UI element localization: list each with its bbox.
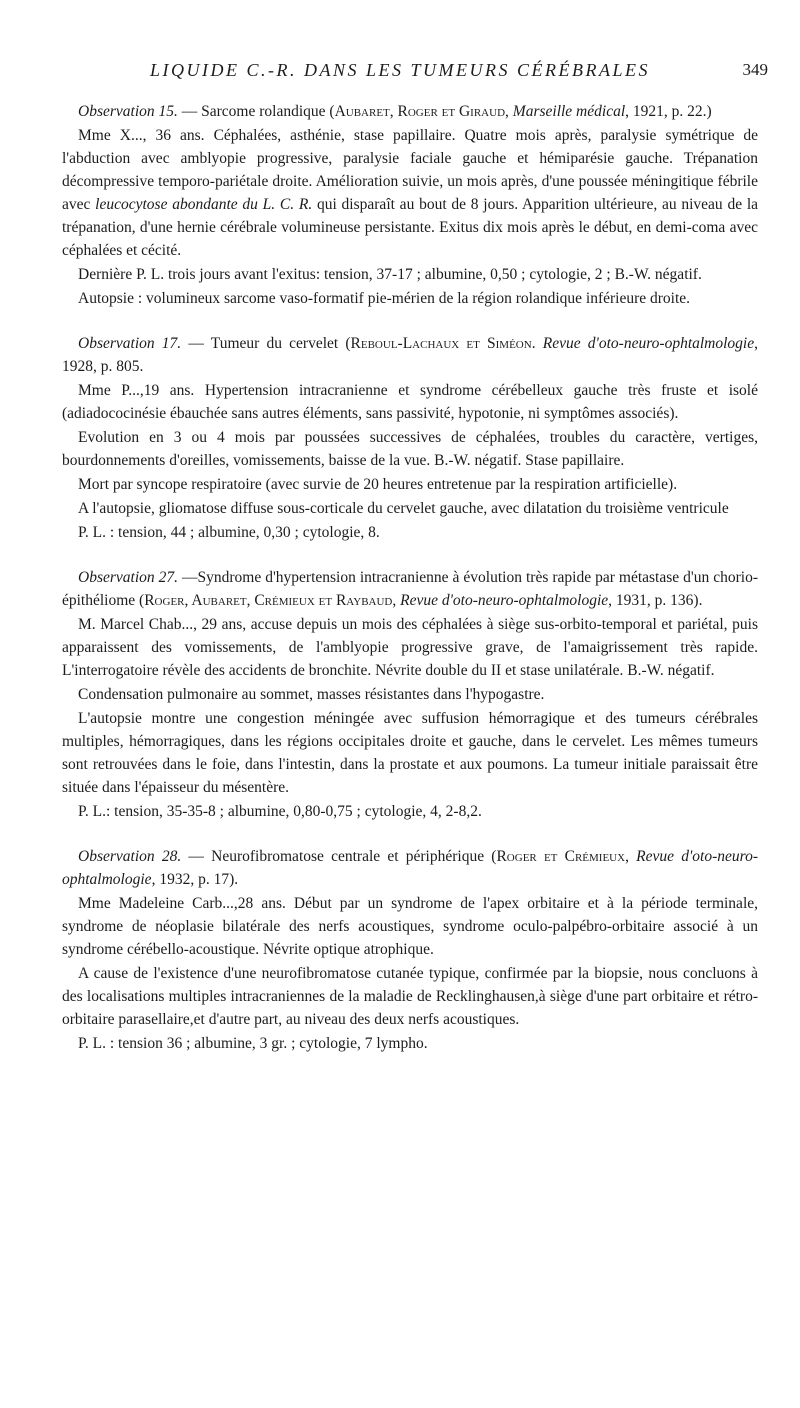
observation-28: [62, 845, 758, 1055]
page-body: [62, 100, 758, 1055]
observation-label: Observation 27.: [78, 569, 179, 586]
observation-17: [62, 332, 758, 544]
observation-label: Observation 28.: [78, 848, 182, 865]
paragraph: [62, 124, 758, 262]
citation-text: , 1928, p. 805.: [62, 335, 758, 375]
citation-authors: Aubaret, Roger et Giraud: [334, 103, 506, 120]
observation-heading: [62, 100, 758, 123]
citation-journal: Revue d'oto-neuro-ophtalmologie: [542, 335, 755, 352]
paragraph-text: Mme X..., 36 ans. Céphalées, asthénie, stase papillaire. Quatre mois après, paralysie symétrique de l'abduction avec amblyopie progressive, paralysie faciale gauche et hémiparésie gauche. Trépanation décompressive temporo-pariétale droite. Amélioration suivie, un mois après, d'une poussée méningitique fébrile avec: [62, 127, 758, 213]
citation-text: ,: [505, 103, 513, 120]
observation-label: Observation 17.: [78, 335, 182, 352]
citation-text: .: [531, 335, 543, 352]
citation-journal: Marseille médical: [512, 103, 626, 120]
observation-heading: [62, 332, 758, 378]
citation-authors: Reboul-Lachaux et Siméon: [350, 335, 532, 352]
citation-text: —Syndrome d'hypertension intracranienne à évolution très rapide par métastase d'un chorio-épithéliome (: [62, 569, 758, 609]
paragraph: Mme Madeleine Carb...,28 ans. Début par un syndrome de l'apex orbitaire et à la période terminale, syndrome de néoplasie bilatérale des nerfs acoustiques, syndrome oculo-palpébro-orbitaire associé à un syndrome cérébello-acoustique. Névrite optique atrophique.: [62, 895, 758, 958]
citation-text: — Sarcome rolandique (: [177, 103, 335, 120]
paragraph: P. L. : tension, 44 ; albumine, 0,30 ; cytologie, 8.: [78, 524, 380, 541]
observation-27: [62, 566, 758, 823]
running-title: LIQUIDE C.-R. DANS LES TUMEURS CÉRÉBRALES: [150, 60, 650, 80]
observation-label: Observation 15.: [78, 103, 178, 120]
paragraph: L'autopsie montre une congestion méningée avec suffusion hémorragique et des tumeurs cérébrales multiples, hémorragiques, dans les régions occipitales droite et gauche, dans le cervelet. Les mêmes tumeurs sont retrouvées dans le foie, dans l'intestin, dans la prostate et aux poumons. La tumeur initiale paraissait être située dans l'épaisseur du mésentère.: [62, 710, 758, 796]
page-header: [0, 60, 800, 84]
citation-authors: Roger et Crémieux: [496, 848, 626, 865]
paragraph: A l'autopsie, gliomatose diffuse sous-corticale du cervelet gauche, avec dilatation du troisième ventricule: [78, 500, 729, 517]
paragraph-text: qui disparaît au bout de 8 jours. Apparition ultérieure, au niveau de la trépanation, d'une hernie cérébrale volumineuse persistante. Exitus dix mois après le début, en demi-coma avec céphalées et cécité.: [62, 196, 759, 259]
paragraph: P. L.: tension, 35-35-8 ; albumine, 0,80-0,75 ; cytologie, 4, 2-8,2.: [78, 803, 482, 820]
paragraph-emphasis: leucocytose abondante du L. C. R.: [95, 196, 313, 213]
paragraph: Evolution en 3 ou 4 mois par poussées successives de céphalées, troubles du caractère, vertiges, bourdonnements d'oreilles, vomissements, baisse de la vue. B.-W. négatif. Stase papillaire.: [62, 429, 758, 469]
citation-text: — Tumeur du cervelet (: [181, 335, 351, 352]
paragraph: Dernière P. L. trois jours avant l'exitus: tension, 37-17 ; albumine, 0,50 ; cytologie, 2 ; B.-W. négatif.: [78, 266, 702, 283]
paragraph: M. Marcel Chab..., 29 ans, accuse depuis un mois des céphalées à siège sus-orbito-temporal et pariétal, puis apparaissent des vomissements, de l'amblyopie progressive grave, de l'amaigrissement très rapide. L'interrogatoire révèle des accidents de bronchite. Névrite double du II et stase unilatérale. B.-W. négatif.: [62, 616, 758, 679]
citation-text: , 1921, p. 22.): [625, 103, 712, 120]
citation-text: , 1932, p. 17).: [151, 871, 239, 888]
observation-heading: [62, 566, 758, 612]
paragraph: Mort par syncope respiratoire (avec survie de 20 heures entretenue par la respiration artificielle).: [78, 476, 678, 493]
citation-text: , 1931, p. 136).: [608, 592, 703, 609]
citation-text: ,: [392, 592, 401, 609]
citation-journal: Revue d'oto-neuro-ophtalmologie: [62, 848, 759, 888]
paragraph: A cause de l'existence d'une neurofibromatose cutanée typique, confirmée par la biopsie, nous concluons à des localisations multiples intracraniennes de la maladie de Recklinghausen,à siège d'une part orbitaire et rétro-orbitaire parasellaire,et d'autre part, au niveau des deux nerfs acoustiques.: [62, 965, 758, 1028]
observation-15: [62, 100, 758, 310]
citation-authors: Roger, Aubaret, Crémieux et Raybaud: [144, 592, 393, 609]
paragraph: P. L. : tension 36 ; albumine, 3 gr. ; cytologie, 7 lympho.: [78, 1035, 428, 1052]
citation-journal: Revue d'oto-neuro-ophtalmologie: [400, 592, 609, 609]
paragraph: Mme P...,19 ans. Hypertension intracranienne et syndrome cérébelleux gauche très fruste et isolé (adiadococinésie ébauchée sans autres éléments, sans passivité, hypotonie, ni symptômes associés).: [62, 382, 758, 422]
observation-heading: [62, 845, 758, 891]
page-number: 349: [742, 60, 768, 79]
citation-text: ,: [625, 848, 637, 865]
citation-text: — Neurofibromatose centrale et périphérique (: [181, 848, 497, 865]
paragraph: Condensation pulmonaire au sommet, masses résistantes dans l'hypogastre.: [78, 686, 545, 703]
paragraph: Autopsie : volumineux sarcome vaso-formatif pie-mérien de la région rolandique inférieure droite.: [78, 290, 691, 307]
